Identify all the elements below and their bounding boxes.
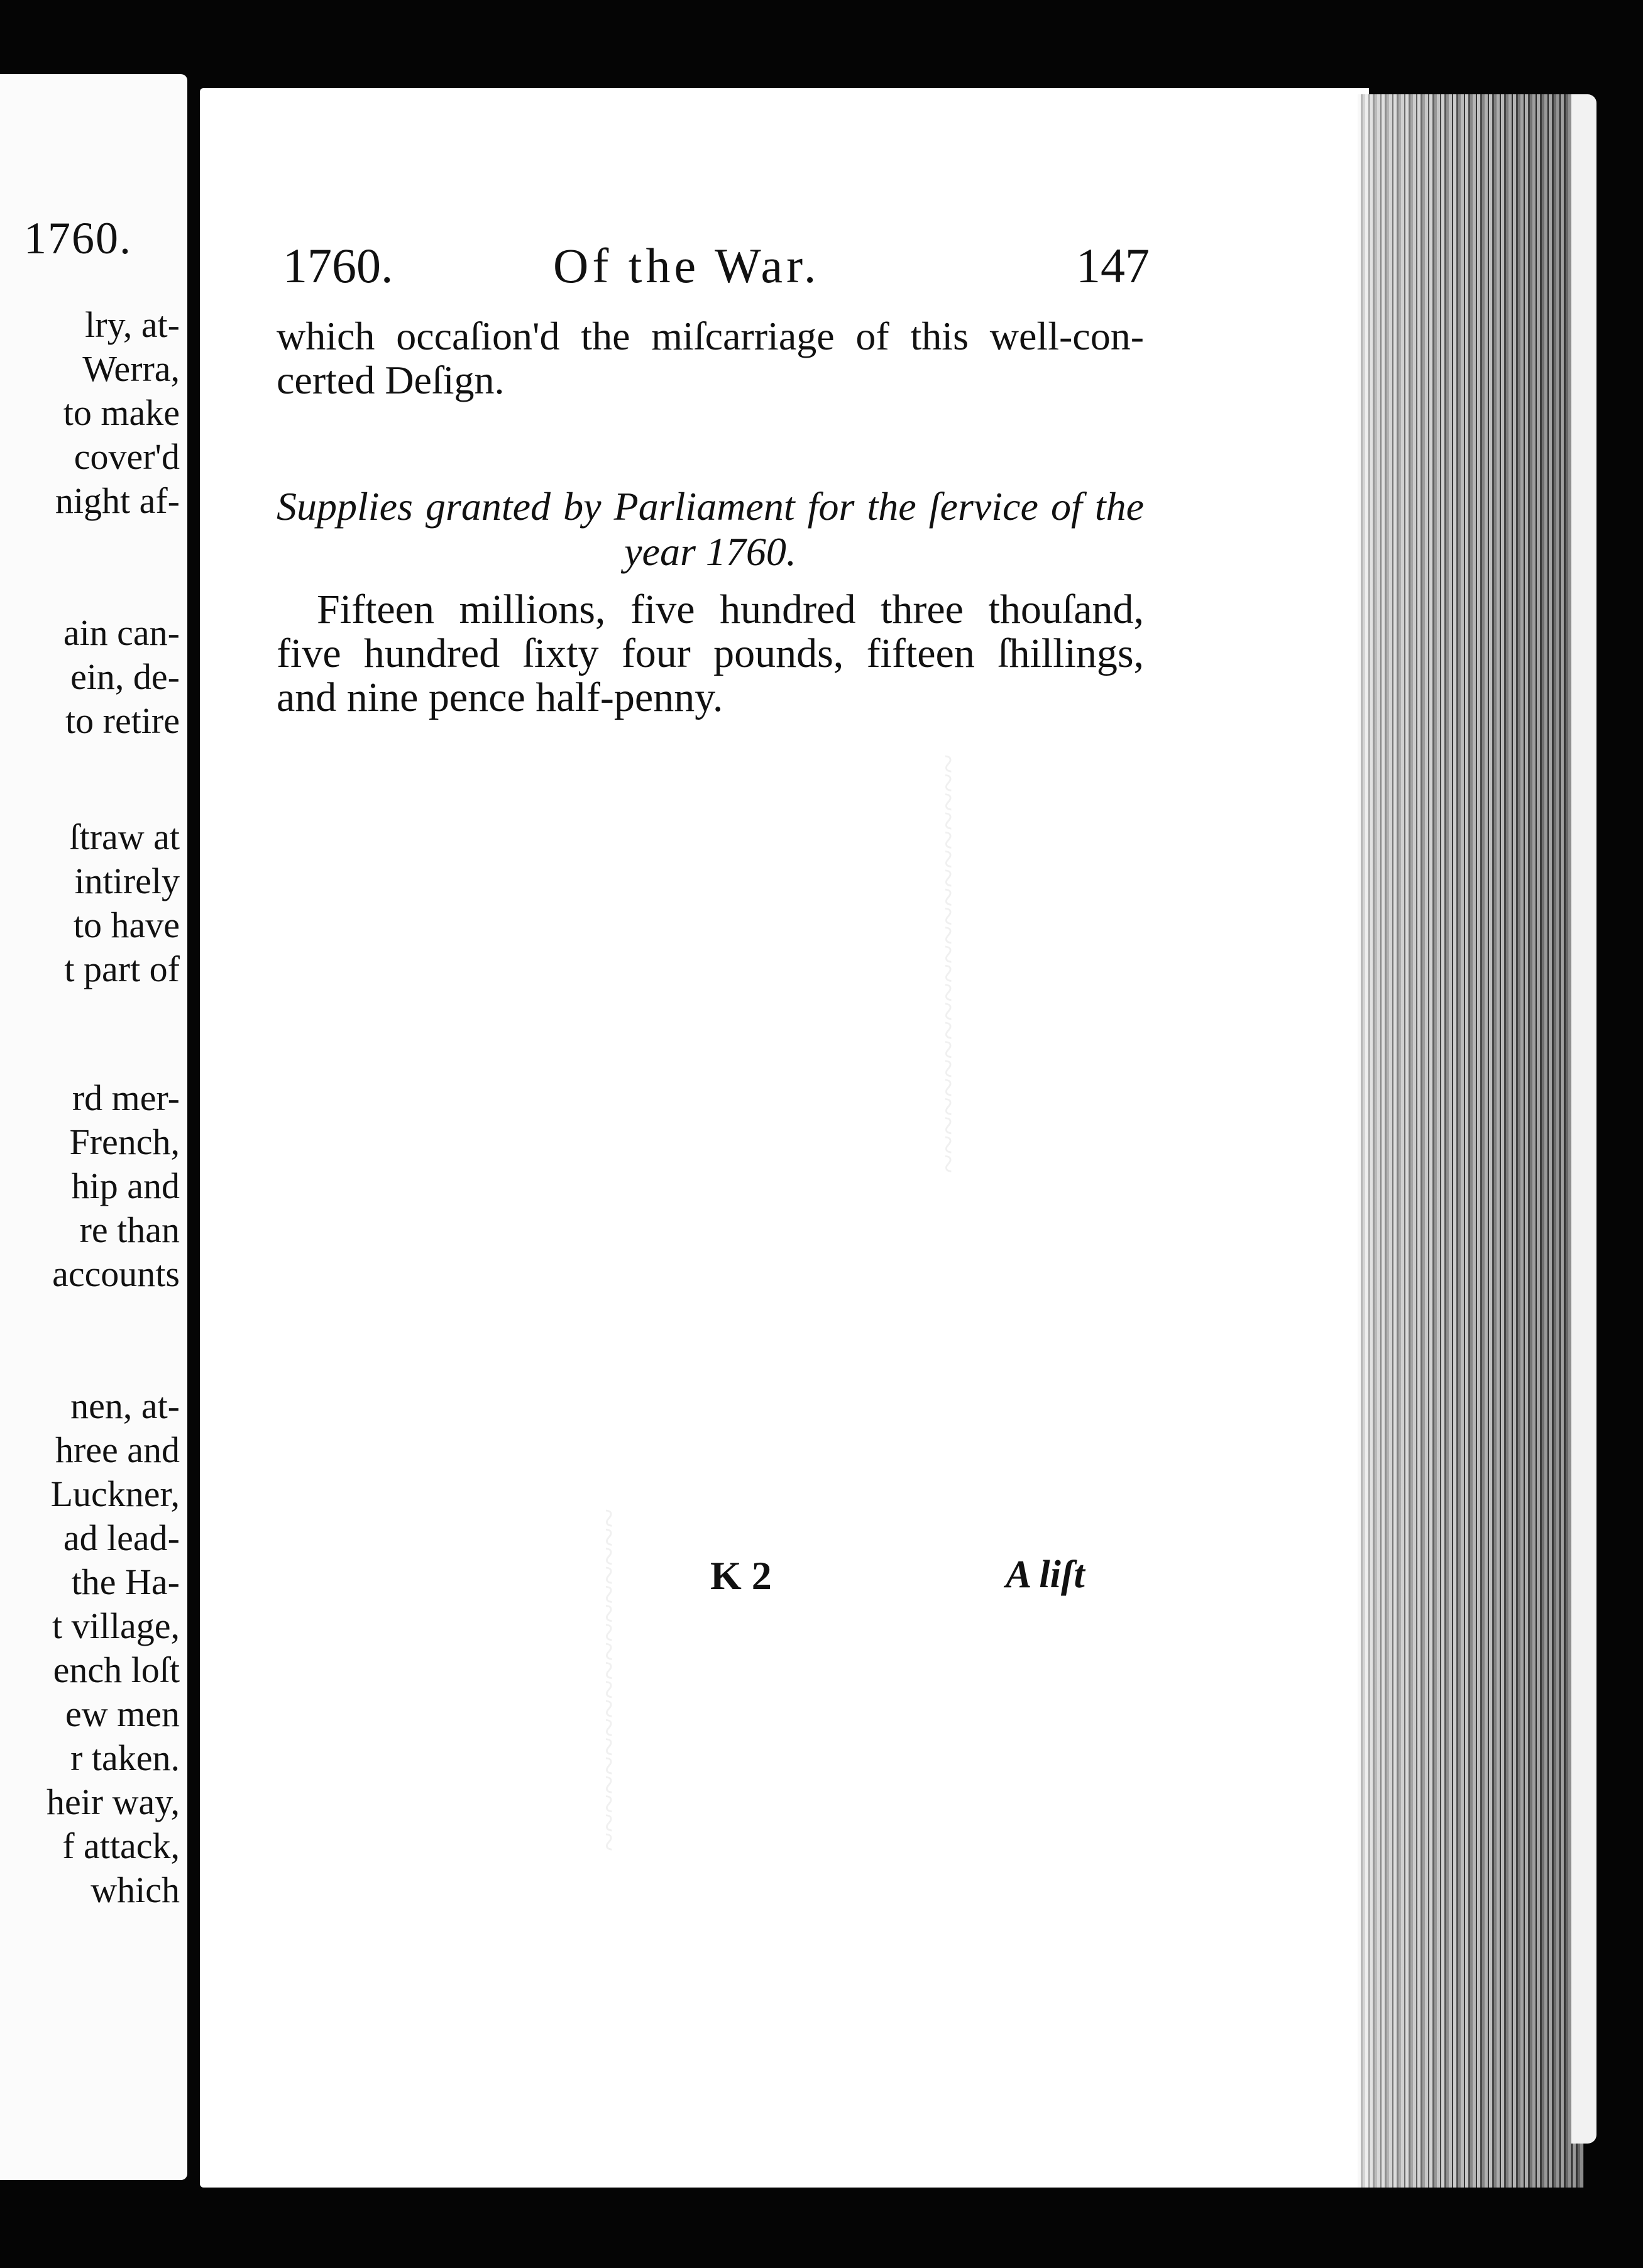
previous-page-line: cover'd — [74, 436, 180, 477]
previous-page-line: t part of — [64, 949, 180, 989]
previous-page-line: f attack, — [62, 1825, 180, 1866]
previous-page-line: r taken. — [70, 1737, 180, 1778]
previous-page-line: hip and — [71, 1165, 180, 1206]
previous-page-line: to retire — [65, 700, 180, 741]
supplies-paragraph — [277, 588, 1144, 720]
previous-page-line: t village, — [52, 1605, 180, 1646]
show-through-text: ~~~~~~~~~~~~~~~~~~ — [589, 1509, 628, 1852]
catchword: A liſt — [1006, 1553, 1085, 1596]
paragraph-line: and nine pence half-penny. — [277, 674, 723, 720]
previous-page-line: rd mer- — [72, 1077, 180, 1118]
previous-page-line: nen, at- — [70, 1385, 180, 1426]
previous-page-line: heir way, — [46, 1781, 180, 1822]
section-heading — [277, 484, 1144, 575]
previous-page-header-year: 1760. — [24, 213, 132, 263]
signature-mark: K 2 — [710, 1553, 772, 1598]
section-heading-line: Supplies granted by Parliament for the ſervice of the — [277, 484, 1144, 529]
current-page — [200, 88, 1369, 2188]
previous-page-line: hree and — [55, 1429, 180, 1470]
previous-page-line: French, — [69, 1121, 180, 1162]
running-header-title: Of the War. — [553, 238, 820, 293]
previous-page-line: the Ha- — [71, 1561, 180, 1602]
running-header-year: 1760. — [283, 238, 393, 293]
paragraph-line: five hundred ſixty four pounds, fifteen ſhillings, — [277, 630, 1144, 676]
previous-page-line: ſtraw at — [69, 817, 180, 857]
previous-page-line: to make — [63, 392, 180, 433]
previous-page-line: ench loſt — [53, 1649, 180, 1690]
previous-page-line: ad lead- — [63, 1517, 180, 1558]
page-block-shading — [1358, 94, 1584, 2188]
previous-page-line: which — [91, 1869, 180, 1910]
continuation-line: which occaſion'd the miſcarriage of this well-con- — [277, 314, 1144, 358]
show-through-text: ~~~~~~~~~~~~~~~~~~~~~~ — [928, 754, 967, 1174]
page-number: 147 — [1076, 238, 1150, 293]
previous-page — [0, 74, 187, 2180]
previous-page-line: intirely — [74, 861, 180, 901]
paragraph-line: Fifteen millions, five hundred three thouſand, — [317, 586, 1144, 632]
previous-page-line: to have — [73, 905, 180, 945]
previous-page-line: Werra, — [82, 348, 180, 389]
previous-page-line: re than — [79, 1209, 180, 1250]
previous-page-line: ew men — [65, 1693, 180, 1734]
previous-page-line: Luckner, — [50, 1473, 180, 1514]
previous-page-line: night af- — [55, 480, 180, 521]
previous-page-line: accounts — [52, 1253, 180, 1294]
previous-page-line: ein, de- — [70, 656, 180, 697]
previous-page-line: lry, at- — [85, 304, 180, 345]
section-heading-line: year 1760. — [624, 529, 796, 574]
continuation-text — [277, 314, 1144, 402]
previous-page-line: ain can- — [63, 612, 180, 653]
continuation-line: certed Deſign. — [277, 358, 505, 402]
back-cover-edge — [1571, 94, 1596, 2144]
